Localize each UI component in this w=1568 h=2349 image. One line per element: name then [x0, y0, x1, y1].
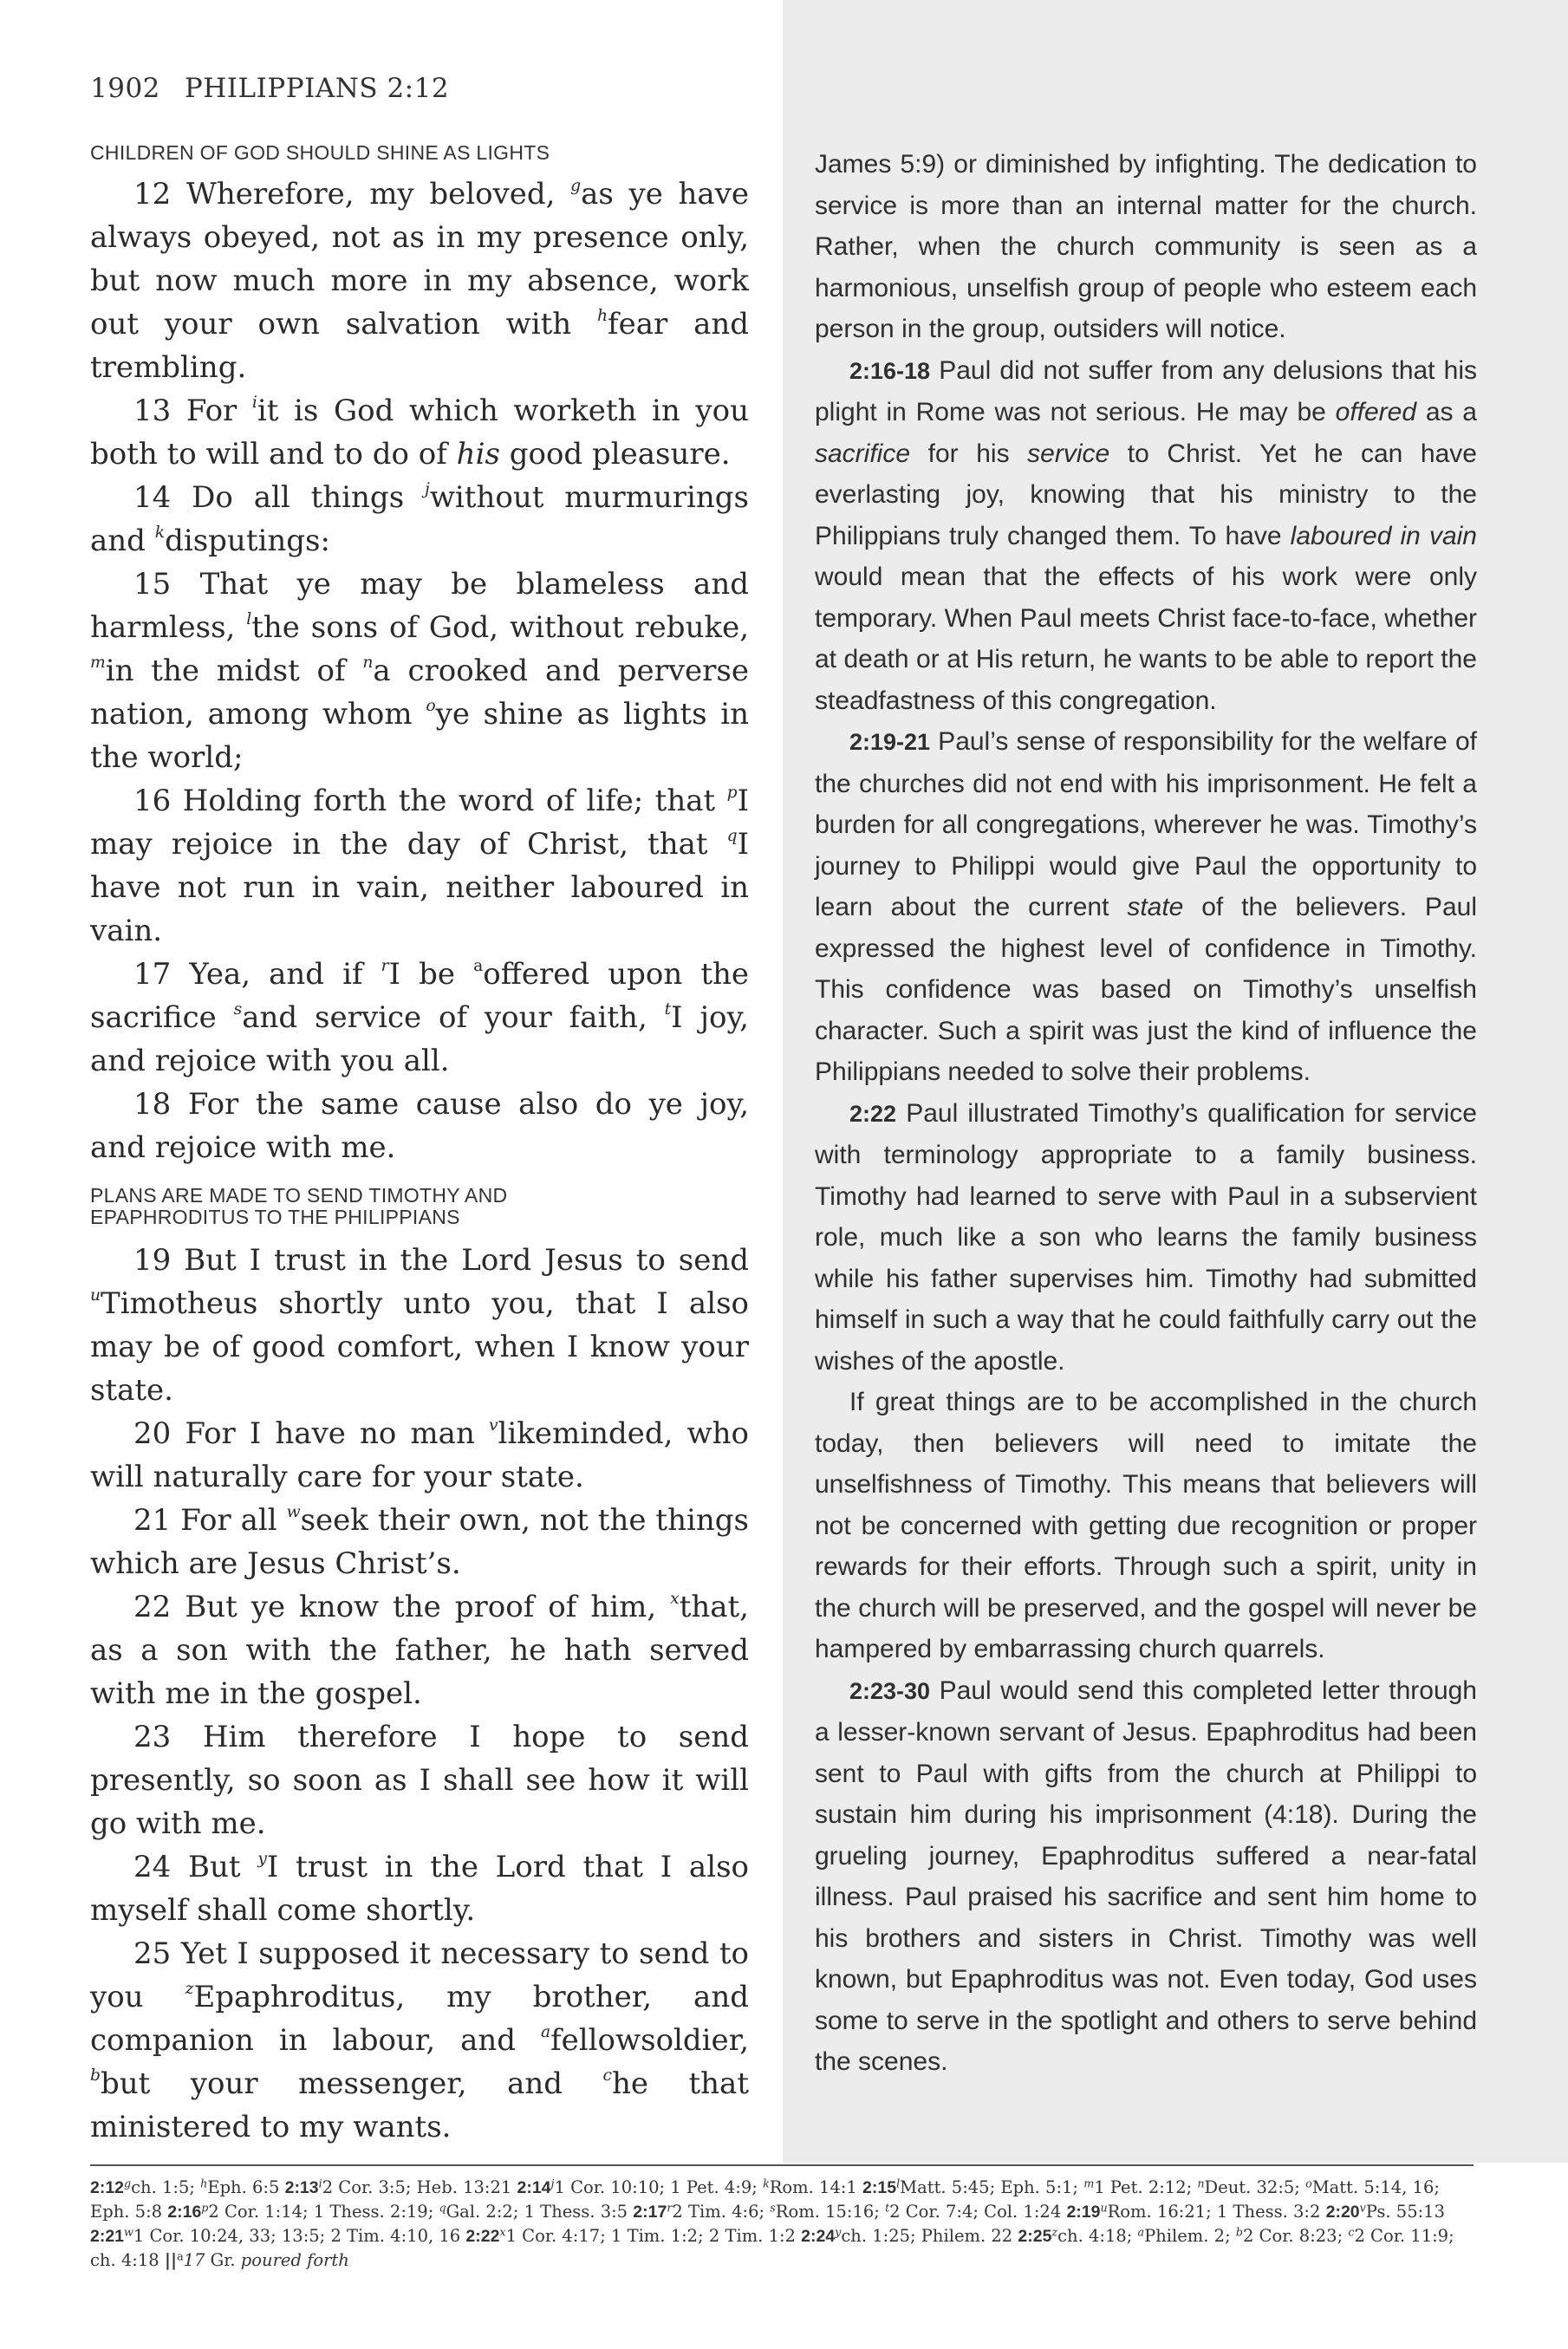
running-title: PHILIPPIANS 2:12: [184, 73, 450, 104]
verse-14: 14 Do all things $^j$without murmurings and $^k$disputings:: [90, 480, 750, 558]
verse-18: 18 For the same cause also do ye joy, and rejoice with me.: [90, 1087, 749, 1165]
commentary-paragraph: If great things are to be accomplished in the church today, then believers will need to imitate the unselfishness of Timothy. This means that believers will not be concerned with getting due recognition or proper rewards for their efforts. Through such a spirit, unity in the church will be preserved, and the gospel will never be hampered by embarrassing church quarrels.: [815, 1388, 1477, 1663]
section-heading-2: PLANS ARE MADE TO SEND TIMOTHY AND EPAPHRODITUS TO THE PHILIPPIANS: [90, 1184, 508, 1228]
page-header: [90, 73, 449, 104]
verse-12: 12 Wherefore, my beloved, $^g$as ye have always obeyed, not as in my presence only, but now much more in my absence, work out your own salvation with $^h$fear and trembling.: [90, 177, 749, 385]
verse-21: 21 For all $^w$seek their own, not the things which are Jesus Christ’s.: [90, 1503, 749, 1581]
verse-16: 16 Holding forth the word of life; that $^p$I may rejoice in the day of Christ, that $^q$I have not run in vain, neither laboured in vain.: [90, 784, 749, 948]
verse-23: 23 Him therefore I hope to send presently, so soon as I shall see how it will go with me.: [90, 1720, 749, 1841]
verse-22: 22 But ye know the proof of him, $^x$that, as a son with the father, he hath served with me in the gospel.: [90, 1590, 749, 1711]
commentary-paragraph: James 5:9) or diminished by infighting. The dedication to service is more than an internal matter for the church. Rather, when the church community is seen as a harmonious, unselfish group of people who esteem each person in the group, outsiders will notice.: [815, 150, 1477, 343]
cross-references: [90, 2176, 1477, 2272]
footnote-line: 2:12$^g$ch. 1:5; $^h$Eph. 6:5 2:13$^i$2 Cor. 3:5; Heb. 13:21 2:14$^j$1 Cor. 10:10; 1 Pet. 4:9; $^k$Rom. 14:1 2:15$^l$Matt. 5:45; Eph. 5:1; $^m$1 Pet. 2:12; $^n$Deut. 32:5; $^o$Matt. 5:14, 16;: [90, 2177, 1440, 2197]
commentary-column: [815, 144, 1477, 2083]
verse-24: 24 But $^y$I trust in the Lord that I also myself shall come shortly.: [90, 1850, 749, 1928]
verse-25: 25 Yet I supposed it necessary to send to you $^z$Epaphroditus, my brother, and companion in labour, and $^a$fellowsoldier, $^b$but your messenger, and $^c$he that ministered to my wants.: [90, 1936, 749, 2144]
commentary-paragraph: 2:16-18 Paul did not suffer from any delusions that his plight in Rome was not serious. He may be offered as a sacrifice for his service to Christ. Yet he can have everlasting joy, knowing that his ministry to the Philippians truly changed them. To have laboured in vain would mean that the effects of his work were only temporary. When Paul meets Christ face-to-face, whether at death or at His return, he wants to be able to report the steadfastness of this congregation.: [815, 355, 1477, 715]
verse-13: 13 For $^i$it is God which worketh in you both to will and to do of his good pleasure.: [90, 394, 749, 472]
section-heading: CHILDREN OF GOD SHOULD SHINE AS LIGHTS: [90, 141, 550, 164]
verse-19: 19 But I trust in the Lord Jesus to send $^u$Timotheus shortly unto you, that I also may be of good comfort, when I know your state.: [90, 1243, 749, 1408]
verse-17: 17 Yea, and if $^r$I be $^a$offered upon the sacrifice $^s$and service of your faith, $^t$I joy, and rejoice with you all.: [90, 957, 750, 1078]
verse-20: 20 For I have no man $^v$likeminded, who will naturally care for your state.: [90, 1416, 749, 1494]
commentary-paragraph: 2:23-30 Paul would send this completed letter through a lesser-known servant of Jesus. Epaphroditus had been sent to Paul with gifts from the church at Philippi to sustain him during his imprisonment (4:18). During the grueling journey, Epaphroditus suffered a near-fatal illness. Paul praised his sacrifice and sent him home to his brothers and sisters in Christ. Timothy was well known, but Epaphroditus was not. Even today, God uses some to serve in the spotlight and others to serve behind the scenes.: [815, 1676, 1477, 2076]
footnote-divider: [90, 2164, 1474, 2166]
separator-mark: ||: [164, 2250, 178, 2270]
footnote-line: 2:21$^w$1 Cor. 10:24, 33; 13:5; 2 Tim. 4:10, 16 2:22$^x$1 Cor. 4:17; 1 Tim. 1:2; 2 Tim. 1:2 2:24$^y$ch. 1:25; Philem. 22 2:25$^z$ch. 4:18; $^a$Philem. 2; $^b$2 Cor. 8:23; $^c$2 Cor. 11:9;: [90, 2225, 1454, 2246]
page-number: 1902: [90, 73, 160, 104]
verse-15: 15 That ye may be blameless and harmless, $^l$the sons of God, without rebuke, $^m$in the midst of $^n$a crooked and perverse nation, among whom $^o$ye shine as lights in the world;: [90, 567, 749, 775]
commentary-paragraph: 2:22 Paul illustrated Timothy’s qualification for service with terminology appropriate to a family business. Timothy had learned to serve with Paul in a subservient role, much like a son who learns the family business while his father supervises him. Timothy had submitted himself in such a way that he could faithfully carry out the wishes of the apostle.: [815, 1098, 1477, 1376]
footnote-line: Eph. 5:8 2:16$^p$2 Cor. 1:14; 1 Thess. 2:19; $^q$Gal. 2:2; 1 Thess. 3:5 2:17$^r$2 Tim. 4:6; $^s$Rom. 15:16; $^t$2 Cor. 7:4; Col. 1:24 2:19$^u$Rom. 16:21; 1 Thess. 3:2 2:20$^v$Ps. 55:13: [90, 2201, 1445, 2222]
scripture-column: [90, 139, 749, 2149]
footnote-line: ch. 4:18 $||^a17$ Gr. poured forth: [90, 2249, 349, 2270]
commentary-paragraph: 2:19-21 Paul’s sense of responsibility for the welfare of the churches did not end with his imprisonment. He felt a burden for all congregations, wherever he was. Timothy’s journey to Philippi would give Paul the opportunity to learn about the current state of the believers. Paul expressed the highest level of confidence in Timothy. This confidence was based on Timothy’s unselfish character. Such a spirit was just the kind of influence the Philippians needed to solve their problems.: [815, 727, 1477, 1086]
